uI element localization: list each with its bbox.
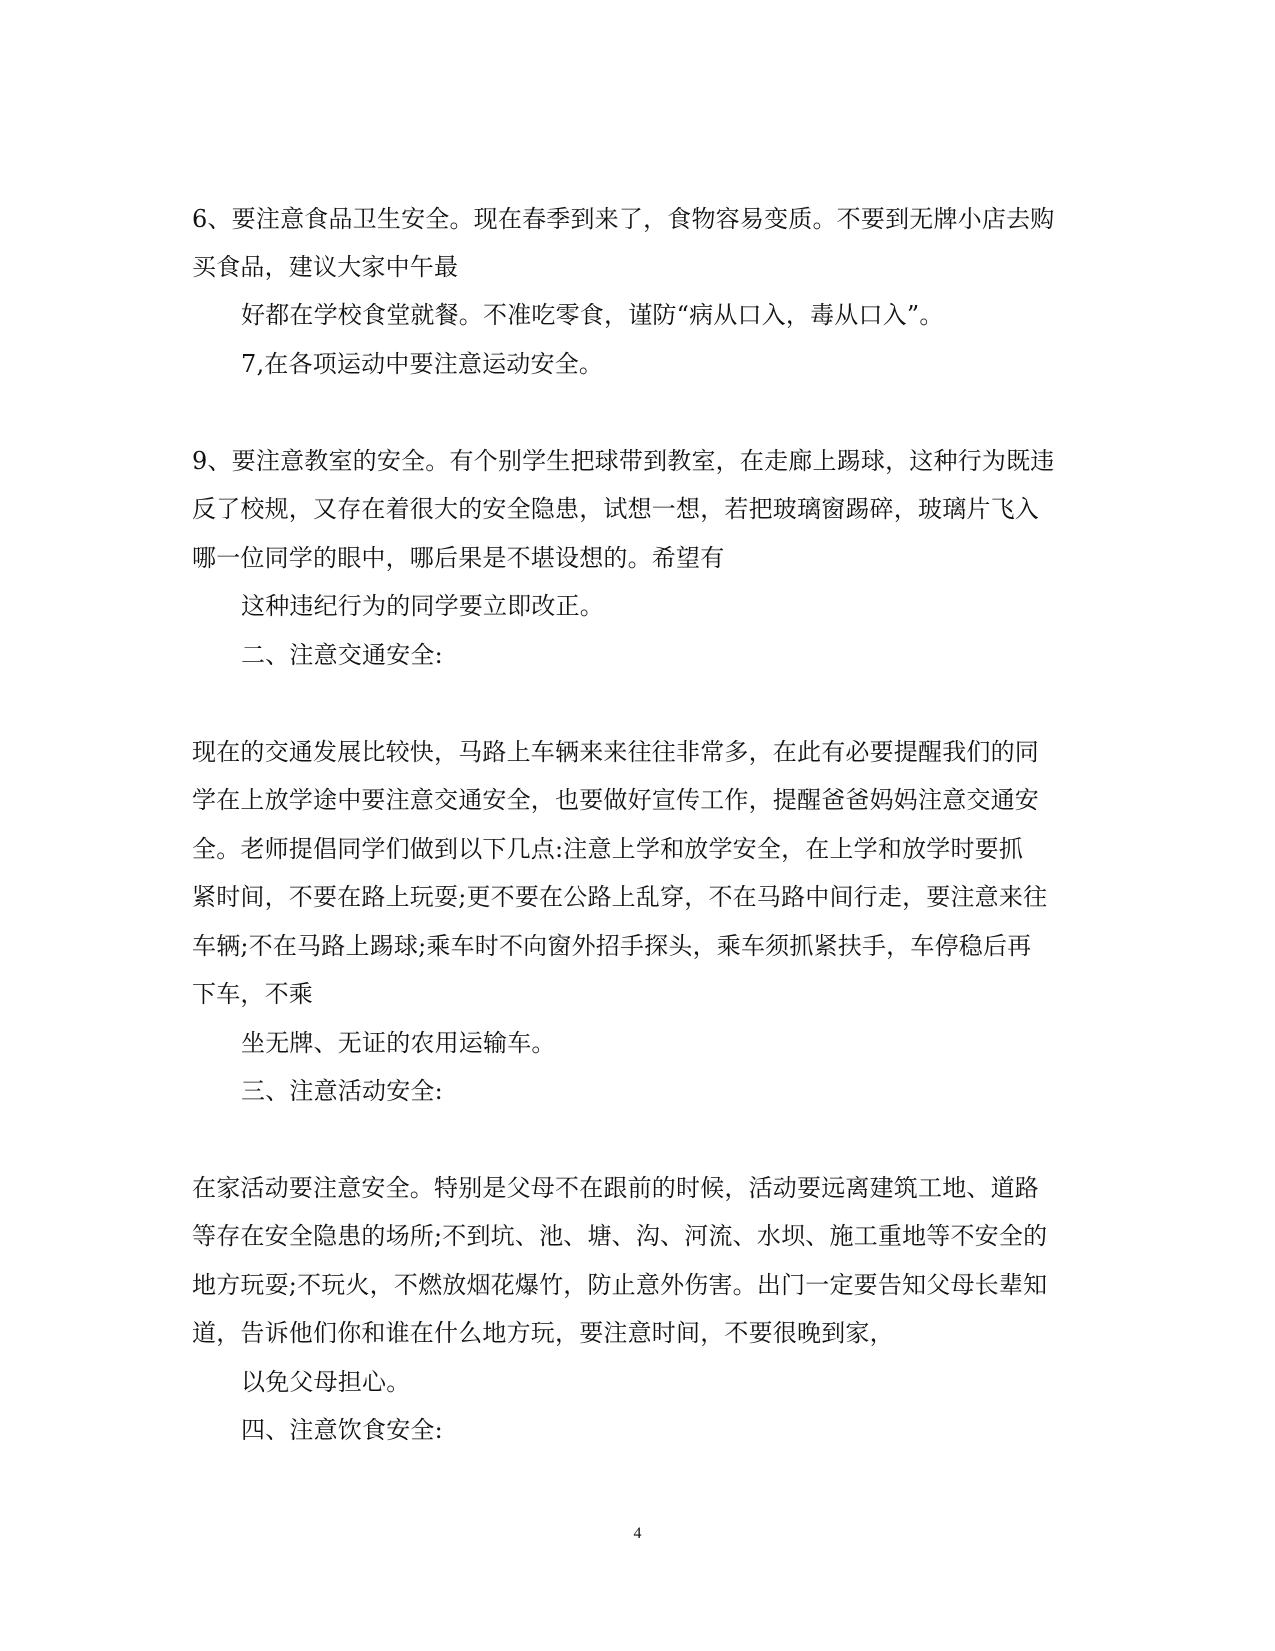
section-heading: 三、注意活动安全:	[241, 1077, 443, 1105]
text-line: 好都在学校食堂就餐。不准吃零食，谨防“病从口入，毒从口入”。	[241, 301, 944, 329]
text-line: 地方玩耍;不玩火，不燃放烟花爆竹，防止意外伤害。出门一定要告知父母长辈知	[192, 1271, 1048, 1299]
text-line: 紧时间，不要在路上玩耍;更不要在公路上乱穿，不在马路中间行走，要注意来往	[192, 883, 1048, 911]
text-line: 这种违纪行为的同学要立即改正。	[241, 592, 604, 620]
text-line: 买食品，建议大家中午最	[192, 253, 459, 281]
text-line: 现在的交通发展比较快，马路上车辆来来往往非常多，在此有必要提醒我们的同	[192, 738, 1039, 766]
text-line: 等存在安全隐患的场所;不到坑、池、塘、沟、河流、水坝、施工重地等不安全的	[192, 1222, 1048, 1250]
text-line: 车辆;不在马路上踢球;乘车时不向窗外招手探头，乘车须抓紧扶手，车停稳后再	[192, 932, 1032, 960]
text-line: 9、要注意教室的安全。有个别学生把球带到教室，在走廊上踢球，这种行为既违	[192, 447, 1055, 475]
text-line: 下车，不乘	[192, 980, 313, 1008]
text-line: 坐无牌、无证的农用运输车。	[241, 1029, 556, 1057]
text-line: 学在上放学途中要注意交通安全，也要做好宣传工作，提醒爸爸妈妈注意交通安	[192, 786, 1039, 814]
text-line: 哪一位同学的眼中，哪后果是不堪设想的。希望有	[192, 544, 725, 572]
section-heading: 四、注意饮食安全:	[241, 1416, 443, 1444]
text-line: 反了校规，又存在着很大的安全隐患，试想一想，若把玻璃窗踢碎，玻璃片飞入	[192, 495, 1039, 523]
text-line: 道，告诉他们你和谁在什么地方玩，要注意时间，不要很晚到家，	[192, 1319, 894, 1347]
text-line: 全。老师提倡同学们做到以下几点:注意上学和放学安全，在上学和放学时要抓	[192, 835, 1024, 863]
page-number: 4	[633, 1525, 642, 1542]
text-line: 7,在各项运动中要注意运动安全。	[241, 350, 604, 378]
text-line: 以免父母担心。	[241, 1368, 411, 1396]
text-line: 6、要注意食品卫生安全。现在春季到来了，食物容易变质。不要到无牌小店去购	[192, 205, 1055, 233]
text-line: 在家活动要注意安全。特别是父母不在跟前的时候，活动要远离建筑工地、道路	[192, 1174, 1039, 1202]
section-heading: 二、注意交通安全:	[241, 641, 443, 669]
